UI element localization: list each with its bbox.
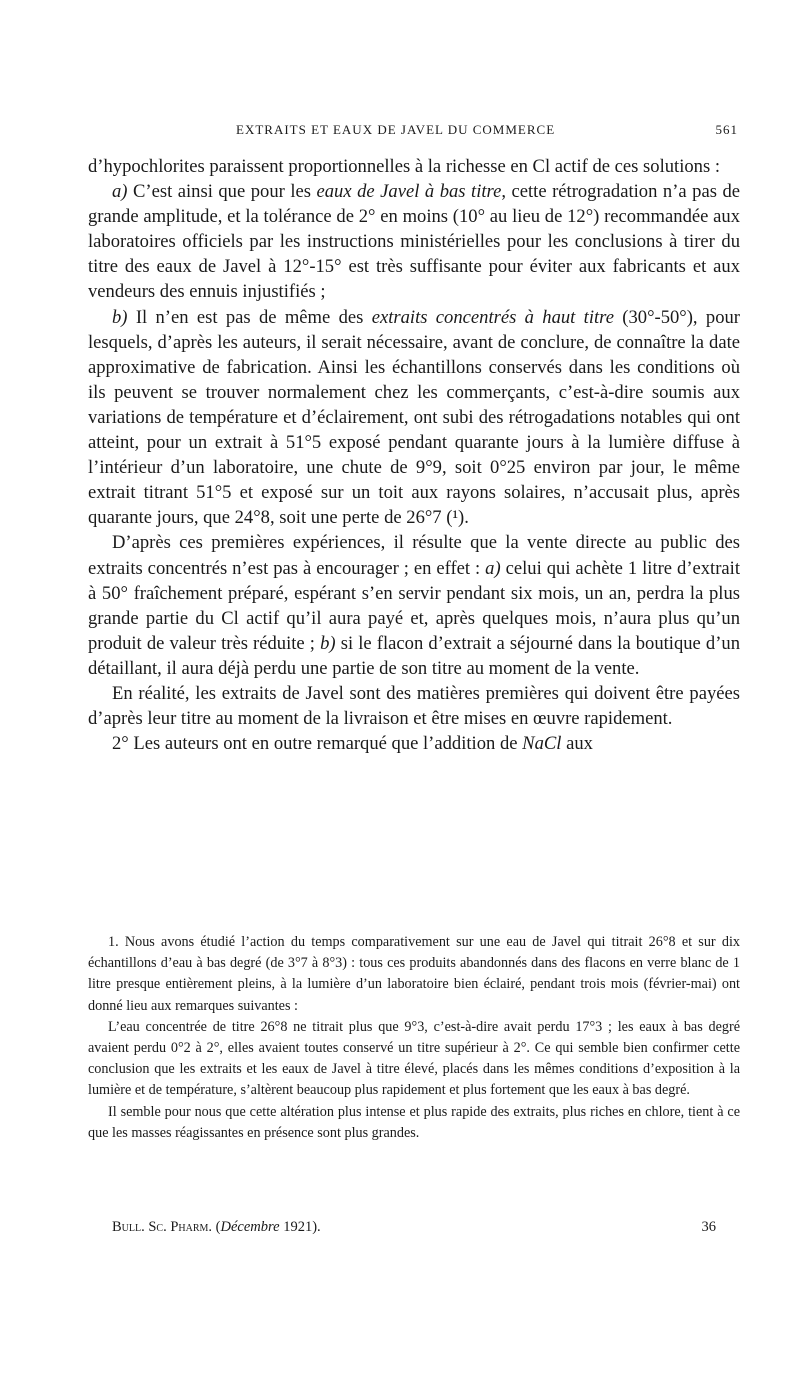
page-footer	[112, 1219, 716, 1241]
paragraph-nacl: 2° Les auteurs ont en outre remarqué que l’addition de NaCl aux	[112, 733, 593, 755]
footnote-1: 1. Nous avons étudié l’action du temps comparativement sur une eau de Javel qui titrait 26°8 et sur dix échantillons d’eau à bas degré (de 3°7 à 8°3) : tous ces produits abandonnés dans des flacons en verre blanc de 1 litre presque entièrement pleins, à la lumière d’un laboratoire bien éclairé, pendant trois mois (février-mai) ont donné lieu aux remarques suivantes :	[88, 934, 740, 1014]
running-header	[88, 120, 738, 142]
paragraph-a: a) C’est ainsi que pour les eaux de Javel à bas titre, cette rétrogradation n’a pas de grande amplitude, et la tolérance de 2° en moins (10° au lieu de 12°) recommandée aux laboratoires officiels par les instructions ministérielles pour les conclusions à tirer du titre des eaux de Javel à 12°-15° est très suffisante pour éviter aux fabricants et aux vendeurs des ennuis injustifiés ;	[88, 181, 740, 303]
signature-number: 36	[701, 1219, 716, 1235]
footnote-1-continued: L’eau concentrée de titre 26°8 ne titrait plus que 9°3, c’est-à-dire avait perdu 17°3 ; les eaux à bas degré avaient perdu 0°2 à 2°, elles avaient toutes conservé un titre supérieur à 2°. Ce qui semble bien confirmer cette conclusion que les extraits et les eaux de Javel à titre élevé, placés dans les mêmes conditions d’exposition à la lumière et de température, s’altèrent beaucoup plus rapidement et plus fortement que les eaux à bas degré.	[88, 1018, 740, 1099]
paragraph-continuation: d’hypochlorites paraissent proportionnelles à la richesse en Cl actif de ces solutions :	[88, 156, 721, 177]
list-label-a: a)	[112, 181, 128, 203]
running-title: EXTRAITS ET EAUX DE JAVEL DU COMMERCE	[236, 122, 556, 137]
journal-reference: Bull. Sc. Pharm. (Décembre 1921).	[112, 1219, 321, 1235]
paragraph-b: b) Il n’en est pas de même des extraits concentrés à haut titre (30°-50°), pour lesquels, d’après les auteurs, il serait nécessaire, avant de conclure, de connaître la date approximative de fabrication. Ainsi les échantillons conservés dans les conditions où ils peuvent se trouver normalement chez les commerçants, c’est-à-dire soumis aux variations de température et d’éclairement, ont subi des rétrogadations notables qui ont atteint, pour un extrait à 51°5 exposé pendant quarante jours à la lumière diffuse à l’intérieur d’un laboratoire, une chute de 9°9, soit 0°25 environ par jour, le même extrait titrant 51°5 et exposé sur un toit aux rayons solaires, n’accusait plus, après quarante jours, que 24°8, soit une perte de 26°7 (¹).	[88, 306, 740, 529]
page-number: 561	[715, 122, 738, 137]
list-label-b: b)	[112, 306, 128, 328]
emphasis-extraits-concentres: extraits concentrés à haut titre	[371, 306, 614, 328]
paragraph-conclusion: D’après ces premières expériences, il résulte que la vente directe au public des extraits concentrés n’est pas à encourager ; en effet : a) celui qui achète 1 litre d’extrait à 50° fraîchement préparé, espérant s’en servir pendant six mois, un an, perdra la plus grande partie du Cl actif qu’il aura payé et, après quelques mois, n’aura plus qu’un produit de valeur très réduite ; b) si le flacon d’extrait a séjourné dans la boutique d’un détaillant, il aura déjà perdu une partie de son titre au moment de la vente.	[88, 532, 741, 679]
footnotes	[88, 932, 740, 1144]
footnote-1-conclusion: Il semble pour nous que cette altération plus intense et plus rapide des extraits, plus riches en chlore, tient à ce que les masses réagissantes en présence sont plus grandes.	[88, 1103, 740, 1141]
body-text	[88, 154, 740, 756]
paragraph-realite: En réalité, les extraits de Javel sont des matières premières qui doivent être payées d’après leur titre au moment de la livraison et être mises en œuvre rapidement.	[88, 682, 740, 730]
emphasis-nacl: NaCl	[522, 733, 562, 755]
emphasis-eaux-bas-titre: eaux de Javel à bas titre	[316, 181, 502, 203]
